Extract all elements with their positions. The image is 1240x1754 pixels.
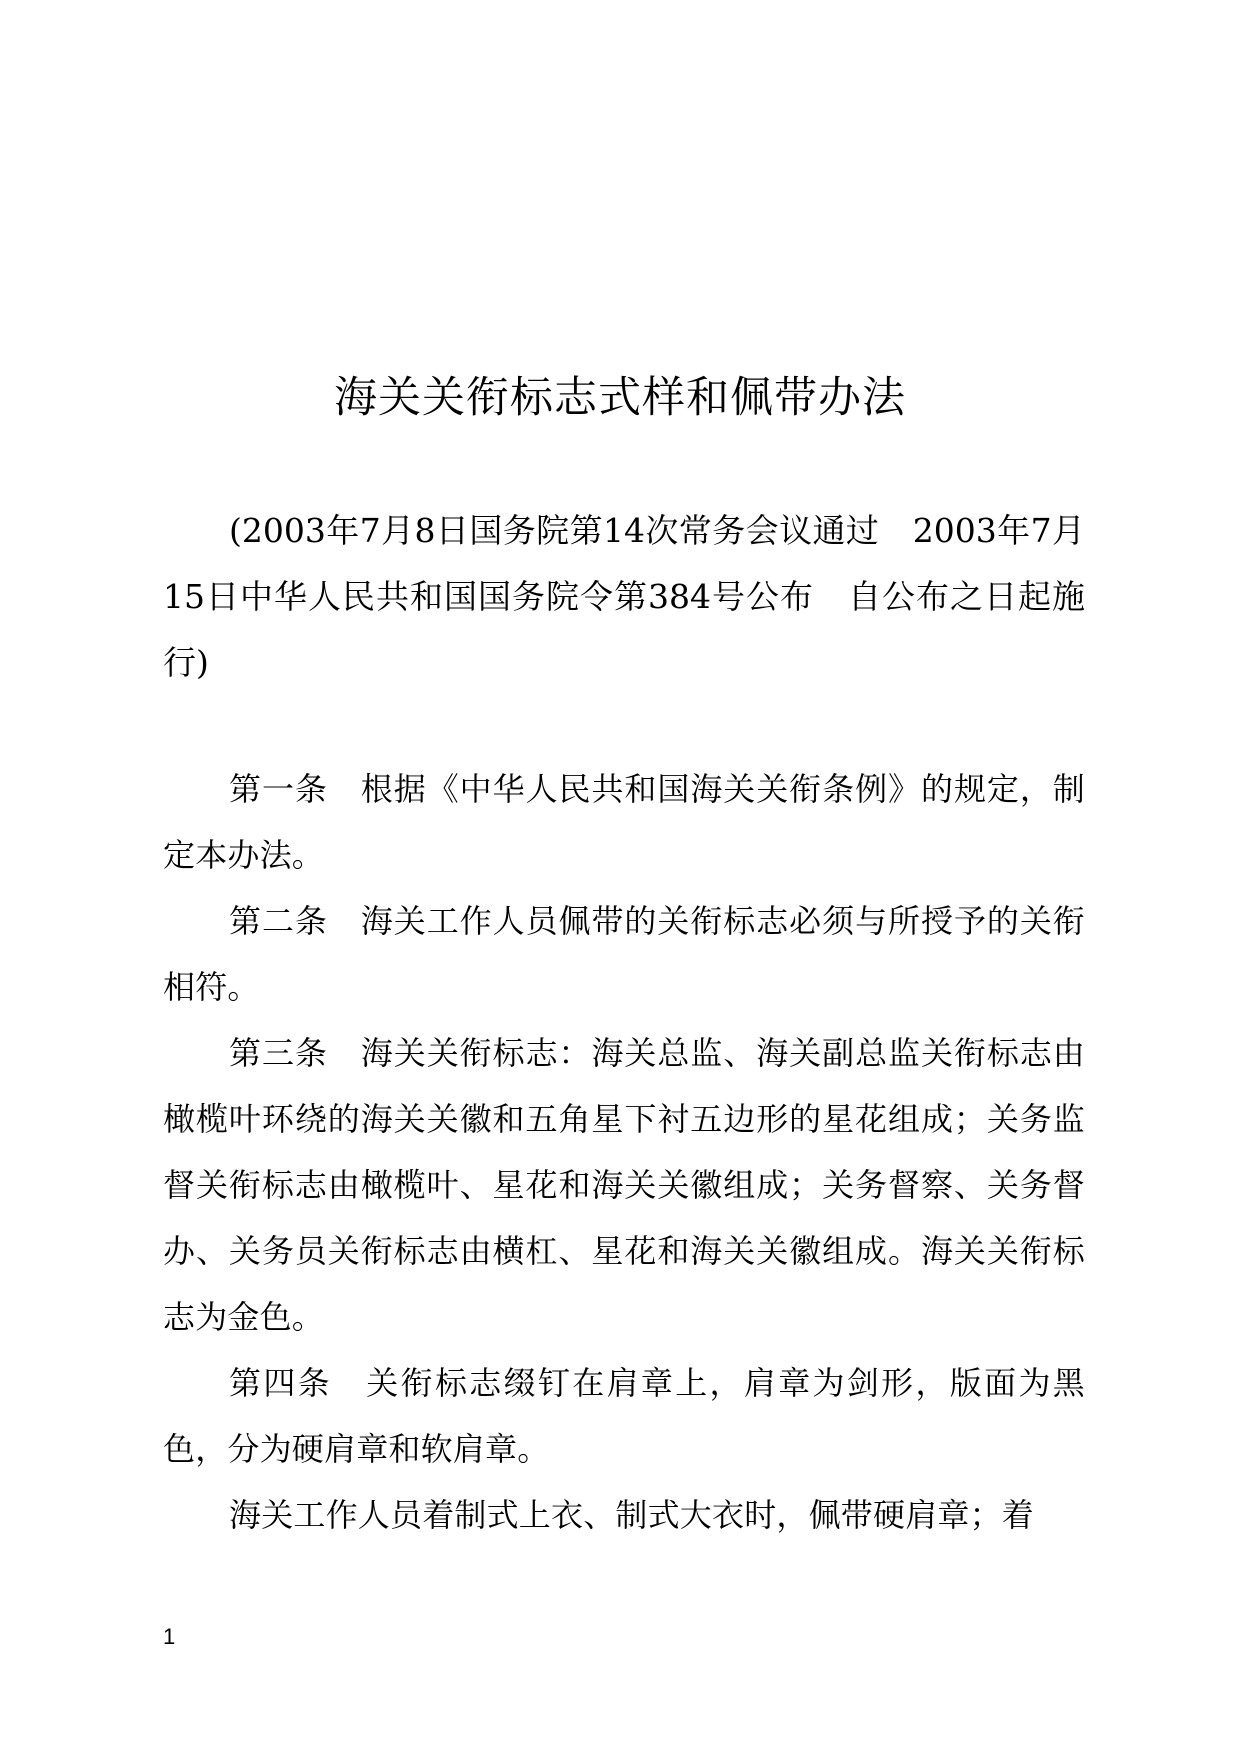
document-body: [163, 756, 1085, 1548]
paragraph-article-2: 第二条 海关工作人员佩带的关衔标志必须与所授予的关衔相符。: [163, 902, 1085, 1006]
paragraph-article-4-continued: 海关工作人员着制式上衣、制式大衣时，佩带硬肩章；着: [229, 1496, 1035, 1534]
paragraph-article-1: 第一条 根据《中华人民共和国海关关衔条例》的规定，制定本办法。: [163, 770, 1085, 874]
paragraph-article-4: 第四条 关衔标志缀钉在肩章上，肩章为剑形，版面为黑色，分为硬肩章和软肩章。: [163, 1364, 1085, 1468]
page-number: 1: [163, 1624, 176, 1649]
document-title: 海关关衔标志式样和佩带办法: [334, 373, 906, 423]
paragraph-article-3: 第三条 海关关衔标志：海关总监、海关副总监关衔标志由橄榄叶环绕的海关关徽和五角星下衬五边形的星花组成；关务监督关衔标志由橄榄叶、星花和海关关徽组成；关务督察、关务督办、关务员关衔标志由横杠、星花和海关关徽组成。海关关衔标志为金色。: [163, 1034, 1085, 1336]
document-subtitle: (2003年7月8日国务院第14次常务会议通过 2003年7月15日中华人民共和国国务院令第384号公布 自公布之日起施行): [163, 511, 1085, 682]
